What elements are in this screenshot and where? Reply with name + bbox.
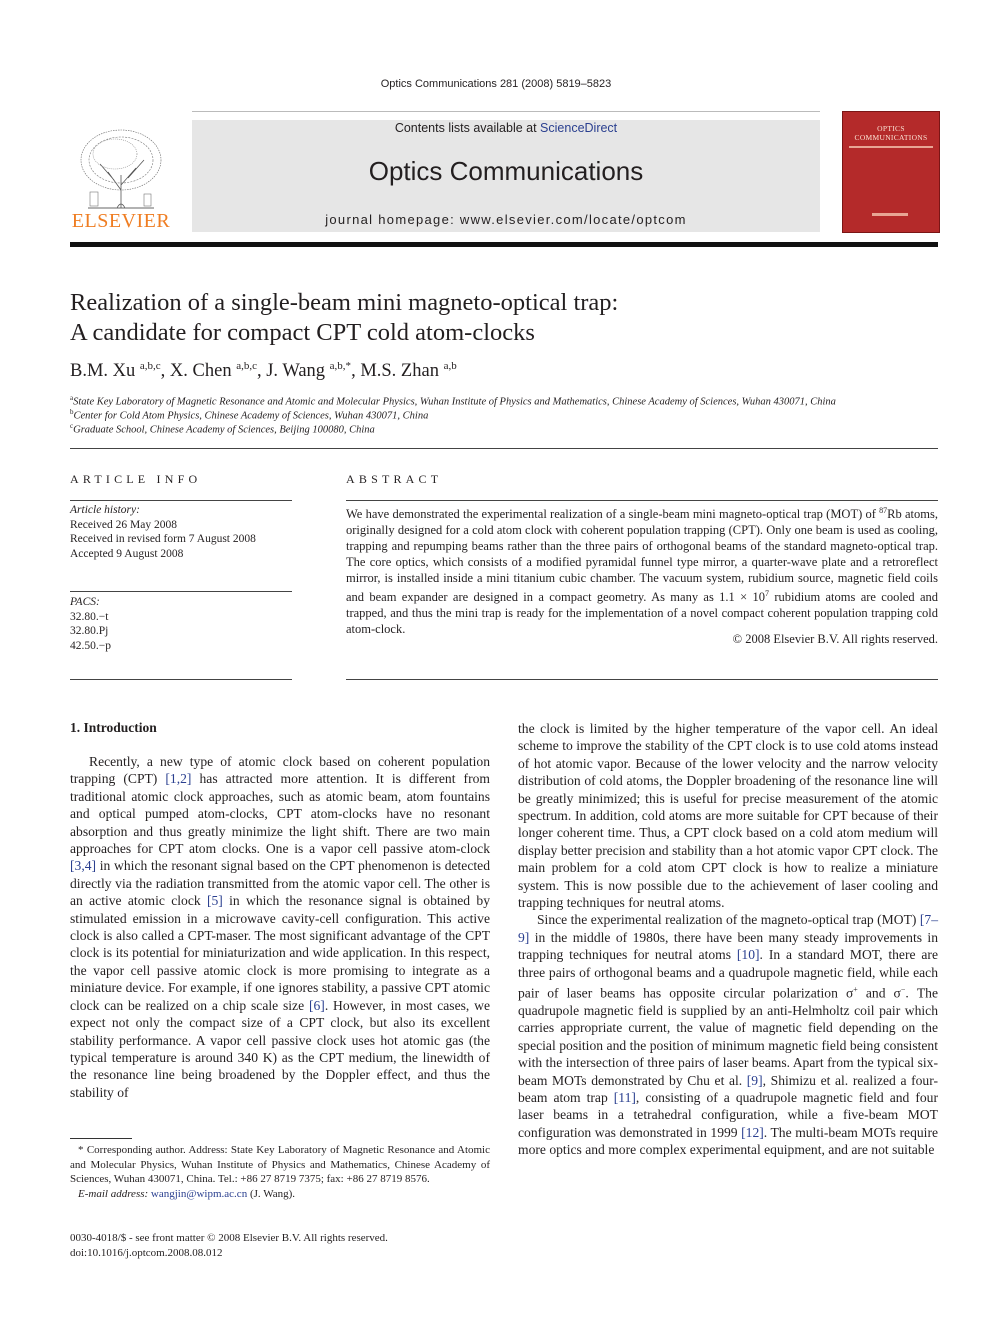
author-list: B.M. Xu $^{a,b,c}$, X. Chen $^{a,b,c}$, J. Wang $^{a,b,*}$, M.S. Zhan $^{a,b}$	[70, 360, 457, 382]
abstract-rule-bottom	[346, 679, 938, 680]
doi-line[interactable]: doi:10.1016/j.optcom.2008.08.012	[70, 1246, 223, 1259]
cover-title: OPTICS COMMUNICATIONS	[854, 124, 928, 142]
article-history	[70, 503, 292, 561]
author-name: J. Wang	[266, 361, 326, 382]
cover-strip	[849, 146, 933, 148]
affiliation-a: $^a$State Key Laboratory of Magnetic Resonance and Atomic and Molecular Physics, Wuhan Institute of Physics and Mathematics, Chinese Academy of Sciences, Wuhan 430071, China	[70, 394, 836, 408]
author-name: M.S. Zhan	[360, 361, 439, 382]
author-affiliation-marks: a,b	[443, 360, 457, 372]
abstract-heading: ABSTRACT	[346, 472, 443, 486]
revised-date: Received in revised form 7 August 2008	[70, 533, 256, 545]
author-name: X. Chen	[169, 361, 232, 382]
masthead-bottom-rule	[70, 242, 938, 247]
section-heading-introduction: 1. Introduction	[70, 720, 157, 735]
article-info-rule-bottom	[70, 679, 292, 680]
running-head: Optics Communications 281 (2008) 5819–5823	[380, 78, 612, 90]
intro-paragraph-2: Since the experimental realization of the magneto-optical trap (MOT) [7–9] in the middle of 1980s, there have been many steady improvements in trapping techniques for neutral atoms [10]. In a standard MOT, there are three pairs of orthogonal beams and a quadrupole magnetic field, while each pair of laser beams has opposite circular polarization σ+ and σ−. The quadrupole magnetic field is supplied by an anti-Helmholtz coil pair which carries appropriate current, the value of magnetic field depending on the special position and the position of minimum magnetic field being consistent with the intersection of three pairs of laser beams. Apart from the typical six-beam MOTs demonstrated by Chu et al. [9], Shimizu et al. realized a four-beam atom trap [11], consisting of a quadrupole magnetic field and four laser beams in a tetrahedral configuration, while a five-beam MOT configuration was demonstrated in 1999 [12]. The multi-beam MOTs require more optics and more complex experimental equipment, and are not suitable	[518, 912, 939, 1158]
citation-link[interactable]: [3,4]	[70, 858, 97, 874]
contents-available-line	[192, 121, 820, 135]
corresponding-author-footnote: * Corresponding author. Address: State Key Laboratory of Magnetic Resonance and Atomic and Molecular Physics, Wuhan Institute of Physics and Mathematics, Chinese Academy of Sciences, Wuhan 430071, China. Tel.: +86 27 8719 7375; fax: +86 27 8719 8576. E-mail address: wangjin@wipm.ac.cn (J. Wang).	[70, 1144, 490, 1200]
pacs-code: 42.50.−p	[70, 639, 111, 652]
citation-link[interactable]: [1,2]	[165, 771, 192, 787]
pacs-label: PACS:	[70, 596, 100, 608]
citation-link[interactable]: [10]	[736, 947, 760, 963]
cover-publisher-mark	[872, 213, 908, 216]
pacs-block	[70, 595, 292, 653]
title-line-1: Realization of a single-beam mini magneto-optical trap:	[70, 289, 619, 316]
journal-homepage-link[interactable]: journal homepage: www.elsevier.com/locate/optcom	[325, 212, 687, 227]
article-info-rule-top	[70, 500, 292, 501]
sciencedirect-link[interactable]: ScienceDirect	[540, 121, 618, 135]
intro-paragraph-1: Recently, a new type of atomic clock based on coherent population trapping (CPT) [1,2] has attracted more attention. It is different from traditional atomic clock approaches, such as atomic beam, atom fountains and optical pumped atom-clocks, CPT atom-clocks have no resonant absorption and thus greatly minimize the light shift. There are two main approaches for CPT atom clocks. One is a vapor cell passive atom-clock [3,4] in which the resonant signal based on the CPT phenomenon is detected directly via the radiation transmitted from the atomic vapor cell. The other is an active atomic clock [5] in which the resonance signal is obtained by stimulated emission in a microwave cavity-cell configuration. This active clock is also called a CPT-maser. The most significant advantage of the CPT clock is its potential for miniaturization and wide application. In this respect, the vapor cell passive atomic clock is more promising to integrate as a miniature device. For example, if one ignores stability, a passive CPT atomic clock can be realized on a chip scale size [6]. However, in most cases, we expect not only the compact size of a CPT clock, but also its excellent stability performance. A vapor cell passive clock uses hot atomic gas (the typical temperature is around 340 K) as the CPT medium, the linewidth of the resonance line being broadened by the Doppler effect, and thus the stability of	[70, 754, 491, 1100]
masthead-top-rule	[192, 111, 820, 112]
citation-link[interactable]: [5]	[206, 893, 223, 909]
intro-paragraph-1-continued: the clock is limited by the higher temperature of the vapor cell. An ideal scheme to improve the stability of the CPT clock is to use cold atoms instead of hot atomic vapor. Because of the lower velocity and the narrow velocity distribution of cold atoms, the Doppler broadening of the resonance line will be greatly minimized; this is useful for precise measurement of the atomic spectrum. In addition, cold atoms are more suitable for CPT because of their longer coherent time. Thus, a CPT clock based on a cold atom medium will display better precision and stability than a hot atomic vapor CPT clock. The main problem for a cold atom CPT clock is how to realize a miniature system. This is now possible due to the achievement of laser cooling and trapping techniques for neutral atoms.	[518, 721, 938, 911]
citation-link[interactable]: [6]	[308, 997, 325, 1013]
author-affiliation-marks: a,b,*	[329, 360, 352, 372]
article-info-rule-mid	[70, 591, 292, 592]
body-column-left	[70, 753, 490, 1101]
article-title	[70, 288, 930, 348]
accepted-date: Accepted 9 August 2008	[70, 547, 184, 560]
contents-prefix: Contents lists available at	[394, 121, 541, 135]
front-matter-info	[70, 1231, 490, 1260]
history-label: Article history:	[70, 504, 140, 516]
author-affiliation-marks: a,b,c	[236, 360, 257, 372]
issn-line: 0030-4018/$ - see front matter © 2008 Elsevier B.V. All rights reserved.	[70, 1232, 388, 1244]
affiliation-rule	[70, 448, 938, 449]
abstract-text: We have demonstrated the experimental realization of a single-beam mini magneto-optical trap (MOT) of $^{87}$Rb atoms, originally designed for a cold atom clock with coherent population trapping (CPT). Only one beam is used as cooling, trapping and repumping beams rather than the three pairs of orthogonal beams of the standard magneto-optical trap. The core optics, which consists of a modified pyramidal funnel type mirror, a quarter-wave plate and a retroreflect mirror, is installed inside a mini titanium cubic chamber. The vacuum system, rubidium source, magnetic field coils and beam expander are designed in a compact geometry. As many as $1.1 \times 10^7$ rubidium atoms are cooled and trapped, and thus the mini trap is ready for the implementation of a novel compact coherent population trapping cold atom-clock.	[346, 506, 938, 637]
abstract-rule-top	[346, 500, 938, 501]
title-line-2: A candidate for compact CPT cold atom-clocks	[70, 319, 535, 346]
pacs-code: 32.80.Pj	[70, 625, 109, 637]
article-info-heading: ARTICLE INFO	[70, 472, 202, 486]
citation-link[interactable]: [11]	[613, 1090, 636, 1106]
footnote-rule	[70, 1138, 132, 1139]
author-email-link[interactable]: wangjin@wipm.ac.cn	[150, 1187, 248, 1200]
affiliation-c: $^c$Graduate School, Chinese Academy of Sciences, Beijing 100080, China	[70, 422, 375, 436]
abstract-copyright: © 2008 Elsevier B.V. All rights reserved.	[732, 632, 938, 646]
citation-link[interactable]: [7–9]	[518, 912, 938, 945]
affiliation-b: $^b$Center for Cold Atom Physics, Chinese Academy of Sciences, Wuhan 430071, China	[70, 408, 429, 422]
pacs-code: 32.80.−t	[70, 610, 109, 623]
citation-link[interactable]: [9]	[746, 1072, 763, 1088]
author-affiliation-marks: a,b,c	[139, 360, 161, 372]
received-date: Received 26 May 2008	[70, 518, 177, 531]
author-name: B.M. Xu	[70, 361, 136, 382]
citation-link[interactable]: [12]	[741, 1124, 764, 1140]
publisher-wordmark: ELSEVIER	[71, 210, 171, 232]
journal-title: Optics Communications	[368, 156, 644, 186]
body-column-right	[518, 720, 938, 1159]
